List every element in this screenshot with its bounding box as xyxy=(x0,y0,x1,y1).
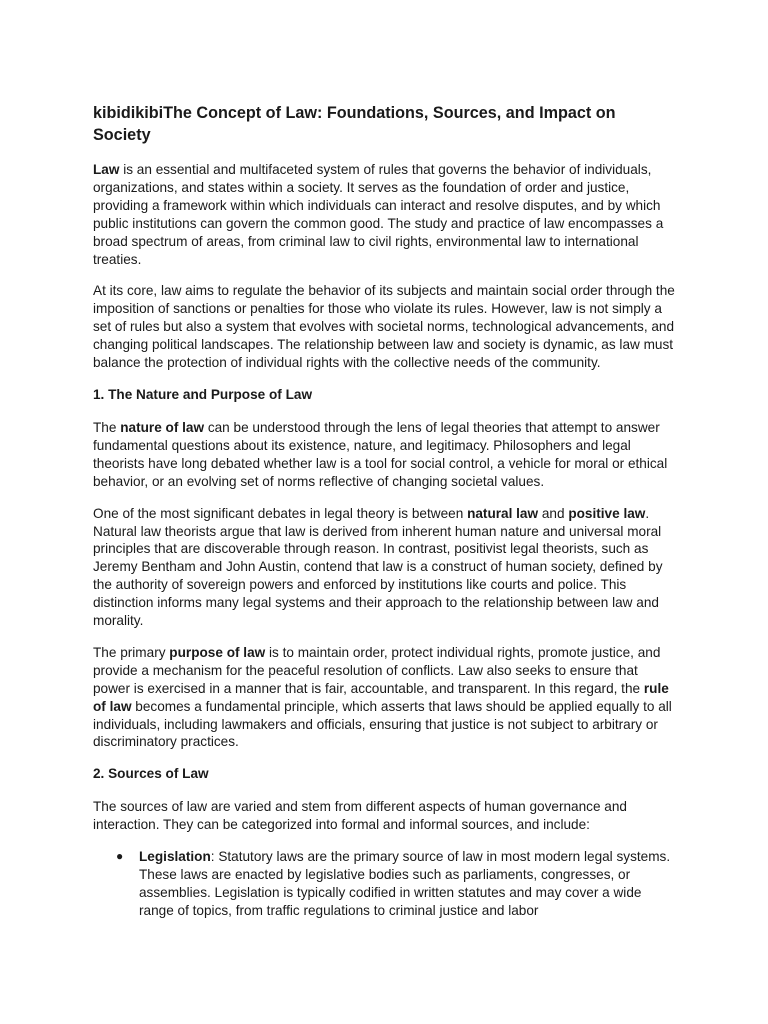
bold-term-nature-of-law: nature of law xyxy=(120,419,205,435)
text-run: becomes a fundamental principle, which asserts that laws should be applied equally to all individuals, including lawmakers and officials, ensuring that justice is not subject to arbitrary or discriminatory practices. xyxy=(93,698,672,750)
bullet-icon: ● xyxy=(116,849,124,864)
intro-paragraph-1 xyxy=(93,161,675,268)
text-run: and xyxy=(538,505,569,521)
list-item xyxy=(116,848,675,920)
sources-list xyxy=(93,848,675,920)
bold-term-legislation: Legislation xyxy=(139,849,211,865)
text-run: can be understood through the lens of legal theories that attempt to answer fundamental questions about its existence, nature, and legitimacy. Philosophers and legal theorists have long debated whether law is a tool for social control, a vehicle for moral or ethical behavior, or an evolving set of norms reflective of changing societal values. xyxy=(93,419,668,489)
bold-term-positive-law: positive law xyxy=(568,505,646,521)
document-title: kibidikibiThe Concept of Law: Foundations, Sources, and Impact on Society xyxy=(93,104,616,144)
intro-paragraph-1-text: is an essential and multifaceted system of rules that governs the behavior of individuals, organizations, and states within a society. It serves as the foundation of order and justice, providing a framework within which individuals can interact and resolve disputes, and by which public institutions can govern the common good. The study and practice of law encompasses a broad spectrum of areas, from criminal law to civil rights, environmental law to international treaties. xyxy=(93,162,664,267)
bold-term-law: Law xyxy=(93,162,120,177)
nature-paragraph xyxy=(93,419,675,491)
sources-intro-paragraph: The sources of law are varied and stem from different aspects of human governance and interaction. They can be categorized into formal and informal sources, and include: xyxy=(93,799,627,833)
text-run: The xyxy=(93,419,121,435)
text-run: One of the most significant debates in legal theory is between xyxy=(93,505,468,521)
bold-term-rule-of-law: rule of law xyxy=(93,680,669,714)
list-item-text: : Statutory laws are the primary source of law in most modern legal systems. These laws are enacted by legislative bodies such as parliaments, congresses, or assemblies. Legislation is typically codified in written statutes and may cover a wide range of topics, from traffic regulations to criminal justice and labor xyxy=(139,849,671,918)
section-heading-sources: 2. Sources of Law xyxy=(93,766,209,782)
text-run: . Natural law theorists argue that law is derived from inherent human nature and universal moral principles that are discoverable through reason. In contrast, positivist legal theorists, such as Jeremy Bentham and John Austin, contend that law is a construct of human society, defined by the authority of sovereign powers and enforced by institutions like courts and police. This distinction informs many legal systems and their approach to the relationship between law and morality. xyxy=(93,505,663,629)
intro-paragraph-2: At its core, law aims to regulate the behavior of its subjects and maintain social order through the imposition of sanctions or penalties for those who violate its rules. However, law is not simply a set of rules but also a system that evolves with societal norms, technological advancements, and changing political landscapes. The relationship between law and society is dynamic, as law must balance the protection of individual rights with the collective needs of the community. xyxy=(93,283,675,371)
bold-term-natural-law: natural law xyxy=(467,505,539,521)
bold-term-purpose-of-law: purpose of law xyxy=(169,644,266,660)
text-run: The primary xyxy=(93,644,170,660)
natural-positive-law-paragraph xyxy=(93,505,675,630)
text-run: is to maintain order, protect individual rights, promote justice, and provide a mechanism for the peaceful resolution of conflicts. Law also seeks to ensure that power is exercised in a manner that is fair, accountable, and transparent. In this regard, the xyxy=(93,644,661,696)
section-heading-nature-purpose: 1. The Nature and Purpose of Law xyxy=(93,386,313,402)
purpose-paragraph xyxy=(93,644,675,751)
